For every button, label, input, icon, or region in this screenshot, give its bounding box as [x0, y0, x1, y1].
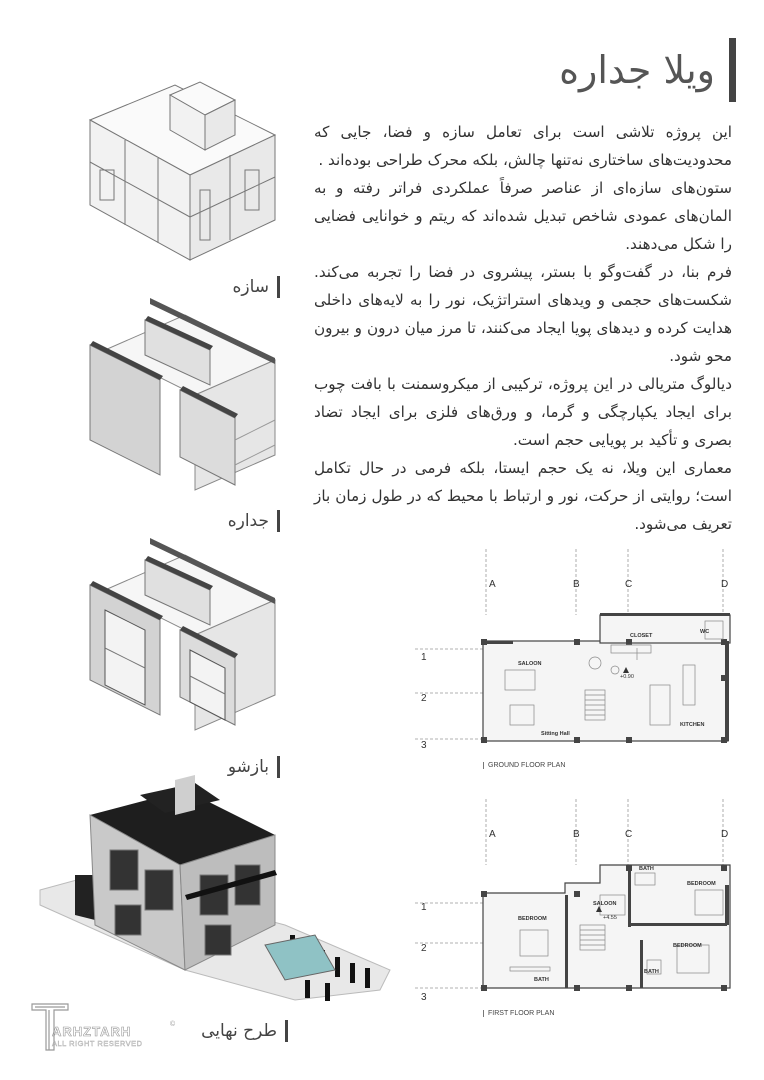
grid-letter: C — [625, 579, 633, 590]
logo-text: ARHZTARH — [52, 1024, 132, 1039]
grid-number: 3 — [421, 740, 427, 751]
description-paragraph: این پروژه تلاشی است برای تعامل سازه و فضا، جایی که محدودیت‌های ساختاری نه‌تنها چالش، بلکه محرک طراحی بوده‌اند . — [314, 123, 732, 169]
caption-bar — [285, 1020, 288, 1042]
grid-letter: D — [721, 829, 729, 840]
structure-diagram — [80, 80, 285, 270]
grid-number: 2 — [421, 693, 427, 704]
ground-floor-plan-label: GROUND FLOOR PLAN — [483, 762, 565, 769]
grid-number: 1 — [421, 652, 427, 663]
caption-final — [201, 1020, 288, 1042]
level-mark: +0.90 — [620, 674, 634, 680]
grid-letter: A — [489, 829, 496, 840]
room-label: BEDROOM — [673, 943, 702, 949]
wall-diagram — [85, 290, 285, 495]
description-paragraph: معماری این ویلا، نه یک حجم ایستا، بلکه فرمی در حال تکامل است؛ روایتی از حرکت، نور و ارتباط با محیط که در طول زمان باز تعریف می‌شود. — [314, 459, 732, 533]
grid-letter: D — [721, 579, 729, 590]
room-label: Sitting Hall — [541, 731, 570, 737]
caption-wall — [228, 510, 280, 532]
caption-structure-text: سازه — [232, 277, 269, 297]
room-label: BATH — [639, 866, 654, 872]
page-title: ویلا جداره — [559, 48, 715, 92]
ground-floor-plan — [415, 545, 745, 765]
room-label: CLOSET — [630, 633, 653, 639]
openings-diagram — [85, 530, 285, 735]
caption-final-text: طرح نهایی — [201, 1021, 277, 1041]
room-label: BATH — [644, 969, 659, 975]
tarhztarh-logo — [30, 1000, 180, 1056]
room-label: WC — [700, 629, 710, 635]
description-text — [314, 118, 732, 538]
page-title-block — [559, 38, 736, 102]
grid-number: 2 — [421, 943, 427, 954]
description-paragraph: دیالوگ متریالی در این پروژه، ترکیبی از میکروسمنت با بافت چوب برای ایجاد یکپارچگی و گرما، و ورق‌های فلزی برای ایجاد تضاد بصری و تأکید بر پویایی حجم است. — [314, 375, 732, 449]
first-floor-plan-label: FIRST FLOOR PLAN — [483, 1010, 554, 1017]
copyright-mark: © — [170, 1021, 176, 1028]
description-paragraph: ستون‌های سازه‌ای از عناصر صرفاً عملکردی فراتر رفته و به المان‌های عمودی شاخص تبدیل شده‌اند که ریتم و خوانایی فضایی را شکل می‌دهند. — [314, 179, 732, 253]
title-accent-bar — [729, 38, 736, 102]
caption-bar — [277, 510, 280, 532]
description-paragraph: فرم بنا، در گفت‌وگو با بستر، پیشروی در فضا را تجربه می‌کند. شکست‌های حجمی و ویدهای استراتژیک، نور را به لایه‌های داخلی هدایت کرده و دیدهای پویا ایجاد می‌کنند، تا مرز میان درون و بیرون محو شود. — [314, 263, 732, 365]
level-mark: +4.55 — [603, 915, 617, 921]
room-label: KITCHEN — [680, 722, 705, 728]
grid-letter: B — [573, 829, 580, 840]
room-label: SALOON — [518, 661, 542, 667]
grid-letter: B — [573, 579, 580, 590]
room-label: BATH — [534, 977, 549, 983]
room-label: BEDROOM — [687, 881, 716, 887]
grid-number: 3 — [421, 992, 427, 1003]
caption-openings-text: بازشو — [227, 757, 269, 777]
final-render — [35, 775, 395, 1015]
logo-tagline: ALL RIGHT RESERVED — [52, 1039, 143, 1048]
room-label: BEDROOM — [518, 916, 547, 922]
grid-letter: A — [489, 579, 496, 590]
first-floor-plan — [415, 795, 745, 1010]
room-label: SALOON — [593, 901, 617, 907]
grid-letter: C — [625, 829, 633, 840]
caption-wall-text: جداره — [227, 511, 269, 531]
grid-number: 1 — [421, 902, 427, 913]
